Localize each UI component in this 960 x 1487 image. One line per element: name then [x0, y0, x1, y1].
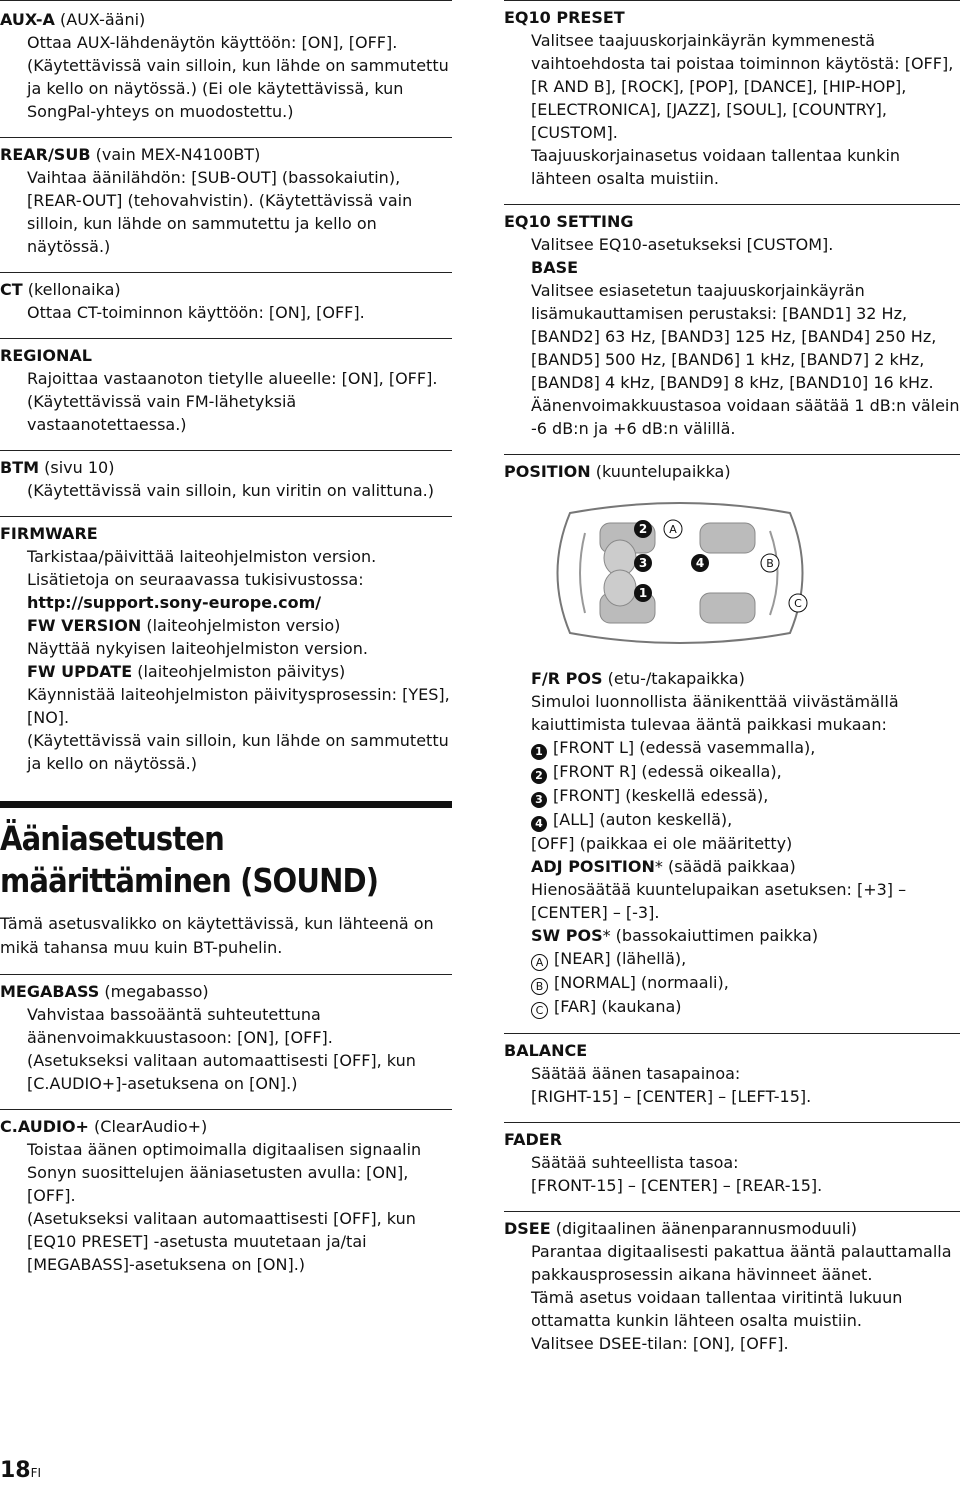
option-far: [531, 995, 960, 1019]
desc-line: Toistaa äänen optimoimalla digitaalisen signaalin Sonyn suosittelujen ääniasetusten avulla: [ON], [OFF].: [27, 1140, 422, 1205]
right-column: [504, 0, 960, 1369]
entry-caudio: [0, 1109, 452, 1276]
term-rest: (etu-/takapaikka): [602, 669, 745, 688]
diagram-marker-b: [761, 554, 779, 572]
option-normal: [531, 971, 960, 995]
option-text: [FRONT] (keskellä edessä),: [553, 786, 769, 805]
desc-line: Taajuuskorjainasetus voidaan tallentaa kunkin lähteen osalta muistiin.: [531, 146, 901, 188]
term-rest: (digitaalinen äänenparannusmoduuli): [550, 1219, 857, 1238]
svg-text:4: 4: [695, 556, 705, 570]
page-lang: FI: [30, 1466, 42, 1480]
desc-line: Rajoittaa vastaanoton tietylle alueelle: [ON], [OFF]. (Käytettävissä vain FM-lähetyksiä vastaanotettaessa.): [27, 369, 438, 434]
desc-line: Tarkistaa/päivittää laiteohjelmiston version.: [27, 547, 377, 566]
term-rest: (megabasso): [99, 982, 209, 1001]
term-rest: (vain MEX-N4100BT): [90, 145, 261, 164]
entry-position: [504, 454, 960, 1019]
term-rest: (laiteohjelmiston versio): [141, 616, 341, 635]
desc-line: Säätää äänen tasapainoa:: [531, 1064, 741, 1083]
desc-line: Valitsee DSEE-tilan: [ON], [OFF].: [531, 1334, 789, 1353]
term-fr-pos: F/R POS: [531, 669, 603, 688]
diagram-marker-a: [664, 520, 682, 538]
term-fader: FADER: [504, 1130, 563, 1149]
term-position: POSITION: [504, 462, 591, 481]
diagram-marker-3: [634, 554, 652, 572]
marker-4-icon: 4: [531, 816, 547, 832]
entry-eq10-preset: [504, 0, 960, 190]
term-eq10-preset: EQ10 PRESET: [504, 8, 625, 27]
desc-line: Hienosäätää kuuntelupaikan asetuksen: [+3] – [CENTER] – [-3].: [531, 880, 907, 922]
desc-line: Parantaa digitaalisesti pakattua ääntä palauttamalla pakkausprosessin aikana hävinneet äänet.: [531, 1242, 952, 1284]
term-aux-a: AUX-A: [0, 10, 55, 29]
option-text: [ALL] (auton keskellä),: [553, 810, 733, 829]
entry-btm: [0, 450, 452, 502]
term-megabass: MEGABASS: [0, 982, 100, 1001]
desc-line: Käynnistää laiteohjelmiston päivitysprosessin: [YES], [NO].: [27, 685, 450, 727]
svg-text:3: 3: [638, 556, 648, 570]
section-heading: Ääniasetusten määrittäminen (SOUND): [0, 819, 379, 900]
desc-line: Simuloi luonnollista äänikenttää viivästämällä kaiuttimista tulevaa ääntä paikkasi mukaan:: [531, 692, 899, 734]
term-rear-sub: REAR/SUB: [0, 145, 91, 164]
entry-dsee: [504, 1211, 960, 1355]
term-rest: (laiteohjelmiston päivitys): [132, 662, 346, 681]
term-rest: * (bassokaiuttimen paikka): [602, 926, 819, 945]
desc-line: Ottaa CT-toiminnon käyttöön: [ON], [OFF].: [27, 303, 365, 322]
svg-text:2: 2: [638, 522, 648, 536]
entry-megabass: [0, 974, 452, 1095]
diagram-marker-c: [789, 594, 807, 612]
marker-1-icon: 1: [531, 744, 547, 760]
term-firmware: FIRMWARE: [0, 524, 98, 543]
entry-aux-a: [0, 0, 452, 123]
desc-line: [RIGHT-15] – [CENTER] – [LEFT-15].: [531, 1087, 812, 1106]
option-front-l: [531, 736, 960, 760]
option-front: [531, 784, 960, 808]
term-dsee: DSEE: [504, 1219, 551, 1238]
diagram-marker-1: [634, 584, 652, 602]
term-btm: BTM: [0, 458, 40, 477]
term-base: BASE: [531, 258, 579, 277]
marker-3-icon: 3: [531, 792, 547, 808]
term-rest: (kuuntelupaikka): [590, 462, 731, 481]
desc-line: Vaihtaa äänilähdön: [SUB-OUT] (bassokaiutin), [REAR-OUT] (tehovahvistin). (Käytettävissä vain silloin, kun lähde on sammutettu ja kello on näytössä.): [27, 168, 413, 256]
svg-text:1: 1: [638, 586, 648, 600]
term-fw-update: FW UPDATE: [27, 662, 133, 681]
desc-line: Näyttää nykyisen laiteohjelmiston version.: [27, 639, 368, 658]
diagram-marker-4: [691, 554, 709, 572]
desc-line: Valitsee EQ10-asetukseksi [CUSTOM].: [531, 235, 834, 254]
entry-regional: [0, 338, 452, 436]
option-text: [FRONT L] (edessä vasemmalla),: [553, 738, 816, 757]
term-regional: REGIONAL: [0, 346, 92, 365]
term-sw-pos: SW POS: [531, 926, 603, 945]
term-rest: (sivu 10): [39, 458, 115, 477]
entry-eq10-setting: [504, 204, 960, 440]
entry-balance: [504, 1033, 960, 1108]
support-link[interactable]: http://support.sony-europe.com/: [27, 593, 322, 612]
entry-rear-sub: [0, 137, 452, 258]
option-front-r: [531, 760, 960, 784]
term-balance: BALANCE: [504, 1041, 588, 1060]
term-rest: (kellonaika): [22, 280, 121, 299]
option-text: [FRONT R] (edessä oikealla),: [553, 762, 782, 781]
term-rest: (AUX-ääni): [54, 10, 146, 29]
desc-line: Äänenvoimakkuustasoa voidaan säätää 1 dB:n välein -6 dB:n ja +6 dB:n välillä.: [531, 396, 960, 438]
left-column: [0, 0, 452, 1290]
term-adj-position: ADJ POSITION: [531, 857, 655, 876]
desc-line: Lisätietoja on seuraavassa tukisivustossa:: [27, 570, 364, 589]
option-all: [531, 808, 960, 832]
term-caudio: C.AUDIO+: [0, 1117, 89, 1136]
option-text: [NORMAL] (normaali),: [554, 973, 729, 992]
marker-c-icon: C: [531, 1002, 548, 1019]
term-rest: * (säädä paikkaa): [654, 857, 796, 876]
diagram-marker-2: [634, 520, 652, 538]
page-number-value: 18: [0, 1458, 31, 1483]
desc-line: Vahvistaa bassoääntä suhteutettuna äänenvoimakkuustasoon: [ON], [OFF].: [27, 1005, 333, 1047]
entry-fader: [504, 1122, 960, 1197]
option-text: [FAR] (kaukana): [554, 997, 682, 1016]
entry-firmware: [0, 516, 452, 775]
term-eq10-setting: EQ10 SETTING: [504, 212, 634, 231]
term-rest: (ClearAudio+): [88, 1117, 208, 1136]
desc-line: (Käytettävissä vain silloin, kun viritin on valittuna.): [27, 481, 434, 500]
desc-line: Ottaa AUX-lähdenäytön käyttöön: [ON], [OFF].: [27, 33, 398, 52]
option-text: [NEAR] (lähellä),: [554, 949, 687, 968]
desc-line: Tämä asetus voidaan tallentaa viritintä lukuun ottamatta kunkin lähteen osalta muistiin.: [531, 1288, 903, 1330]
desc-line: [FRONT-15] – [CENTER] – [REAR-15].: [531, 1176, 823, 1195]
marker-b-icon: B: [531, 978, 548, 995]
marker-2-icon: 2: [531, 768, 547, 784]
desc-line: Säätää suhteellista tasoa:: [531, 1153, 739, 1172]
entry-ct: [0, 272, 452, 324]
desc-line: (Käytettävissä vain silloin, kun lähde on sammutettu ja kello on näytössä.) (Ei ole käytettävissä, kun SongPal-yhteys on muodostettu.): [27, 56, 449, 121]
desc-line: (Asetukseksi valitaan automaattisesti [OFF], kun [C.AUDIO+]-asetuksena on [ON].): [27, 1051, 416, 1093]
section-intro: Tämä asetusvalikko on käytettävissä, kun lähteenä on mikä tahansa muu kuin BT-puhelin.: [0, 914, 434, 957]
desc-line: [OFF] (paikkaa ei ole määritetty): [531, 834, 793, 853]
marker-a-icon: A: [531, 954, 548, 971]
car-seating-diagram: [530, 493, 830, 653]
svg-text:B: B: [766, 557, 774, 570]
desc-line: (Asetukseksi valitaan automaattisesti [OFF], kun [EQ10 PRESET] -asetusta muutetaan ja/tai [MEGABASS]-asetuksena on [ON].): [27, 1209, 416, 1274]
svg-text:C: C: [794, 597, 802, 610]
svg-text:A: A: [669, 523, 677, 536]
desc-line: Valitsee taajuuskorjainkäyrän kymmenestä vaihtoehdosta tai poistaa toiminnon käytöstä: [OFF], [R AND B], [ROCK], [POP], [DANCE], [HIP-HOP], [ELECTRONICA], [JAZZ], [SOUL], [COUNTRY], [CUSTOM].: [531, 31, 954, 142]
desc-line: Valitsee esiasetetun taajuuskorjainkäyrän lisämukauttamisen perustaksi: [BAND1] 32 Hz, [BAND2] 63 Hz, [BAND3] 125 Hz, [BAND4] 250 Hz, [BAND5] 500 Hz, [BAND6] 1 kHz, [BAND7] 2 kHz, [BAND8] 4 kHz, [BAND9] 8 kHz, [BAND10] 16 kHz.: [531, 281, 937, 392]
term-ct: CT: [0, 280, 23, 299]
heading-rule: [0, 801, 452, 808]
desc-line: (Käytettävissä vain silloin, kun lähde on sammutettu ja kello on näytössä.): [27, 731, 449, 773]
term-fw-version: FW VERSION: [27, 616, 142, 635]
option-near: [531, 947, 960, 971]
page-number: [0, 1458, 41, 1483]
